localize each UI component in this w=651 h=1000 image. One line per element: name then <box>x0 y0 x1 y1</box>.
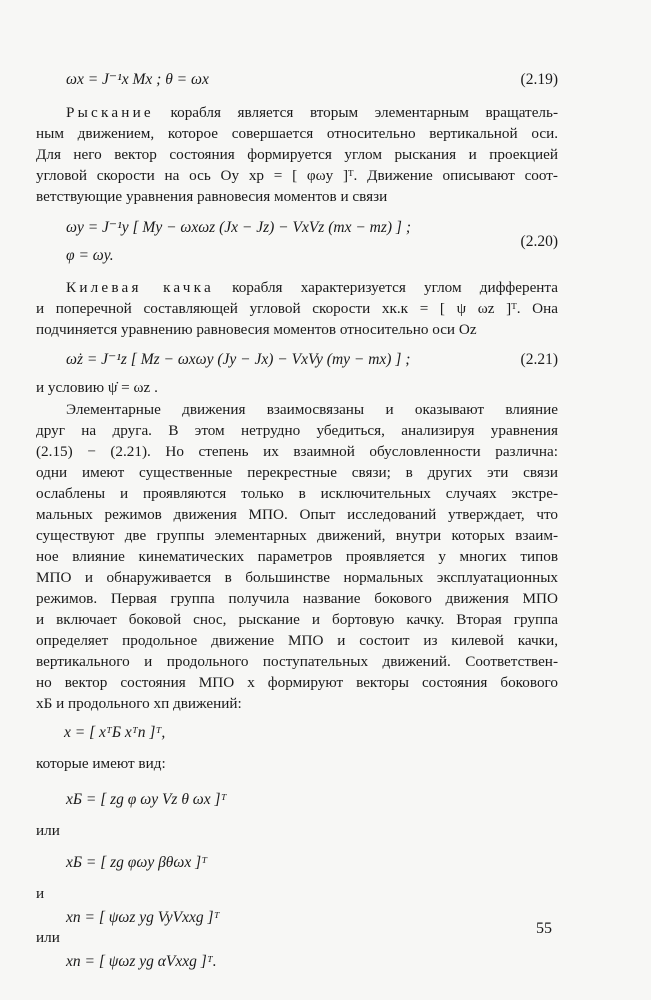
page-number: 55 <box>536 920 552 937</box>
main-paragraph-line-8: ное влияние кинематических параметров проявляется у многих типов <box>36 548 558 565</box>
pitch-paragraph-line-1: Килевая качка корабля характеризуется углом дифферента <box>66 279 558 296</box>
yaw-paragraph-line-5: ветствующие уравнения равновесия моментов и связи <box>36 188 388 205</box>
main-paragraph-line-4: одни имеют существенные перекрестные связи; в других эти связи <box>36 464 558 481</box>
condition-line: и условию ψ̇ = ωz . <box>36 379 158 396</box>
xb-form-2: xБ = [ zg φωy βθωx ]ᵀ <box>66 854 208 871</box>
main-paragraph-line-11: и включает боковой снос, рыскание и бортовую качку. Вторая группа <box>36 611 558 628</box>
main-paragraph-line-10: режимов. Первая группа получила название бокового движения МПО <box>36 590 558 607</box>
xp-form-1: xп = [ ψωz yg VyVxxg ]ᵀ <box>66 909 220 926</box>
equation-2-20-line-2: φ = ωy. <box>66 247 114 264</box>
main-paragraph-line-2: друг на друга. В этом нетрудно убедиться, анализируя уравнения <box>36 422 558 439</box>
main-paragraph-line-6: мальных режимов движения МПО. Опыт исследований утверждает, что <box>36 506 558 523</box>
pitch-paragraph-line-3: подчиняется уравнению равновесия моментов относительно оси Oz <box>36 321 477 338</box>
state-vector-equation: x = [ xᵀБ xᵀп ]ᵀ, <box>64 724 166 741</box>
equation-number-2-21: (2.21) <box>520 351 558 368</box>
xb-form-1: xБ = [ zg φ ωy Vz θ ωx ]ᵀ <box>66 791 227 808</box>
equation-number-2-20: (2.20) <box>520 233 558 250</box>
main-paragraph-line-14: но вектор состояния МПО x формируют векторы состояния бокового <box>36 674 558 691</box>
which-have-form-line: которые имеют вид: <box>36 755 166 772</box>
or-word-1: или <box>36 822 60 839</box>
xp-form-2: xп = [ ψωz yg αVxxg ]ᵀ. <box>66 953 217 970</box>
main-paragraph-line-13: вертикального и продольного поступательных движений. Соответствен- <box>36 653 558 670</box>
yaw-paragraph-line-2: ным движением, которое совершается относительно вертикальной оси. <box>36 125 558 142</box>
yaw-term: Рыскание <box>66 104 154 121</box>
yaw-paragraph-line-4: угловой скорости на ось Oy xр = [ φωy ]ᵀ. Движение описывают соот- <box>36 167 558 184</box>
yaw-paragraph-line-1: Рыскание корабля является вторым элементарным вращатель- <box>66 104 558 121</box>
yaw-paragraph-line-3: Для него вектор состояния формируется углом рыскания и проекцией <box>36 146 558 163</box>
and-word: и <box>36 885 45 902</box>
pitch-paragraph-line-2: и поперечной составляющей угловой скорости xк.к = [ ψ ωz ]ᵀ. Она <box>36 300 558 317</box>
main-paragraph-line-7: существуют две группы элементарных движений, внутри которых взаим- <box>36 527 558 544</box>
main-paragraph-line-12: определяет продольное движение МПО и состоит из килевой качки, <box>36 632 558 649</box>
equation-2-20-line-1: ωy = J⁻¹y [ My − ωxωz (Jx − Jz) − VxVz (mx − mz) ] ; <box>66 219 411 236</box>
or-word-2: или <box>36 929 60 946</box>
equation-2-21: ω̇z = J⁻¹z [ Mz − ωxωy (Jy − Jx) − VxVy (my − mx) ] ; <box>66 351 411 368</box>
main-paragraph-line-1: Элементарные движения взаимосвязаны и оказывают влияние <box>66 401 558 418</box>
equation-2-19: ωx = J⁻¹x Mx ; θ = ωx <box>66 71 209 88</box>
equation-number-2-19: (2.19) <box>520 71 558 88</box>
pitch-term: Килевая качка <box>66 279 214 296</box>
main-paragraph-line-3: (2.15) − (2.21). Но степень их взаимной обусловленности различна: <box>36 443 558 460</box>
main-paragraph-line-5: ослаблены и проявляются только в исключительных случаях экстре- <box>36 485 558 502</box>
main-paragraph-line-9: МПО и обнаруживается в большинстве нормальных эксплуатационных <box>36 569 558 586</box>
main-paragraph-line-15: xБ и продольного xп движений: <box>36 695 242 712</box>
